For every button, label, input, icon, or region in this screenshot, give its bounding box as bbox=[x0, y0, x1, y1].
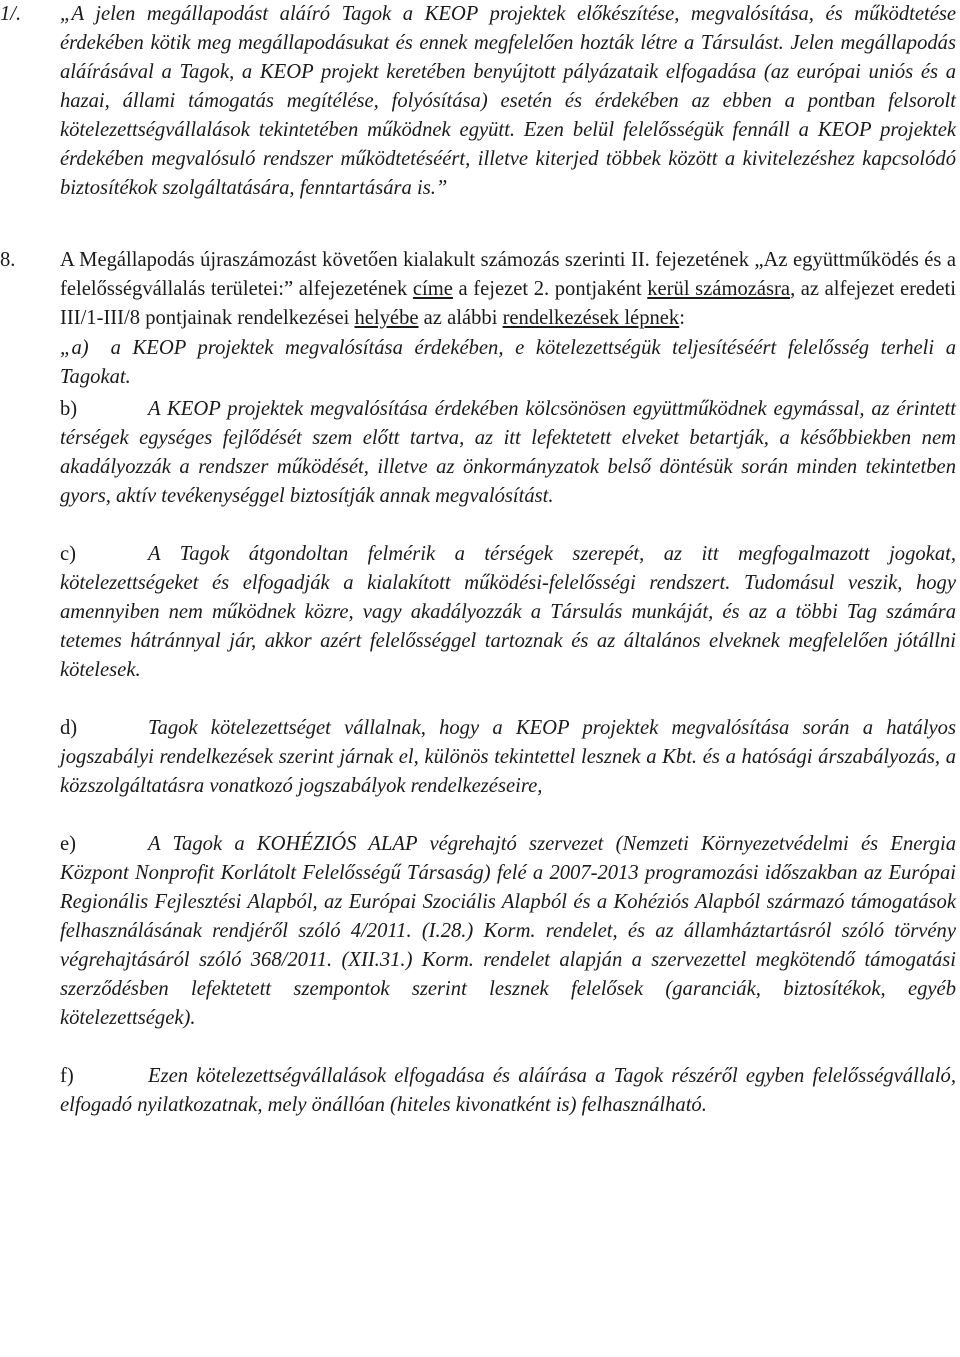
section-8-paragraph bbox=[0, 246, 956, 333]
list-item-e-label: e) bbox=[60, 833, 76, 855]
section-1-text: „A jelen megállapodást aláíró Tagok a KEOP projektek előkészítése, megvalósítása, és működtetése érdekében kötik meg megállapodásukat és ennek megfelelően hozták létre a Társulást. Jelen megállapodás aláírásával a Tagok, a KEOP projekt keretében benyújtott pályázataik elfogadása (az európai uniós és a hazai, állami támogatás megítélése, folyósítása) esetén és érdekében az ebben a pontban felsorolt kötelezettségvállalások tekintetében működnek együtt. Ezen belül felelősségük fennáll a KEOP projektek érdekében megvalósuló rendszer működtetéséért, illetve kiterjed többek között a kivitelezéshez kapcsolódó biztosítékok szolgáltatására, fenntartására is.” bbox=[60, 3, 956, 199]
list-item-b bbox=[60, 395, 956, 511]
list-item-e bbox=[60, 830, 956, 1033]
list-item-c bbox=[60, 540, 956, 685]
list-item-c-text: A Tagok átgondoltan felmérik a térségek szerepét, az itt megfogalmazott jogokat, kötelezettségeket és elfogadják a kialakított működési-felelősségi rendszert. Tudomásul veszik, hogy amennyiben nem működnek közre, vagy akadályozzák a Társulás munkáját, és az a többi Tag számára tetemes hátránnyal jár, akkor azért felelősséggel tartoznak és az általános elveknek megfelelően jótállni kötelesek. bbox=[60, 543, 956, 681]
list-item-c-label: c) bbox=[60, 543, 76, 565]
list-item-d-text: Tagok kötelezettséget vállalnak, hogy a KEOP projektek megvalósítása során a hatályos jogszabályi rendelkezések szerint járnak el, különös tekintettel lesznek a Kbt. és a hatósági árszabályozás, a közszolgáltatásra vonatkozó jogszabályok rendelkezéseire, bbox=[60, 717, 956, 797]
list-item-d-label: d) bbox=[60, 717, 78, 739]
section-8-text-1: A Megállapodás újraszámozást követően kialakult számozás szerinti II. fejezetének „Az együttműködés és a felelősségvállalás területei:” alfejezetének bbox=[60, 249, 956, 300]
section-8-underlined-4: rendelkezések lépnek bbox=[502, 307, 680, 329]
section-8-number: 8. bbox=[0, 249, 16, 271]
section-8-text-4: az alábbi bbox=[418, 307, 503, 329]
section-1-paragraph bbox=[0, 0, 956, 203]
list-item-a bbox=[60, 334, 956, 392]
section-8-text-2: a fejezet 2. pontjaként bbox=[452, 278, 648, 300]
section-1-number: 1/. bbox=[0, 3, 22, 25]
list-item-a-text: a KEOP projektek megvalósítása érdekében, e kötelezettségük teljesítéséért felelősség terheli a Tagokat. bbox=[60, 337, 956, 388]
list-item-f-label: f) bbox=[60, 1065, 74, 1087]
section-8-underlined-2: kerül számozásra bbox=[647, 278, 791, 300]
section-8-underlined-3: helyébe bbox=[354, 307, 419, 329]
list-item-f-text: Ezen kötelezettségvállalások elfogadása és aláírása a Tagok részéről egyben felelősségvállaló, elfogadó nyilatkozatnak, mely önállóan (hiteles kivonatként is) felhasználható. bbox=[60, 1065, 956, 1116]
list-item-e-text: A Tagok a KOHÉZIÓS ALAP végrehajtó szervezet (Nemzeti Környezetvédelmi és Energia Központ Nonprofit Korlátolt Felelősségű Társaság) felé a 2007-2013 programozási időszakban az Európai Regionális Fejlesztési Alapból, az Európai Szociális Alapból és a Kohéziós Alapból származó támogatások felhasználásának rendjéről szóló 4/2011. (I.28.) Korm. rendelet, és az államháztartásról szóló törvény végrehajtásáról szóló 368/2011. (XII.31.) Korm. rendelet alapján a szervezettel megkötendő támogatási szerződésben lefektetett szempontok szerint lesznek felelősek (garanciák, biztosítékok, egyéb kötelezettségek). bbox=[60, 833, 956, 1029]
section-8-text-5: : bbox=[679, 307, 685, 329]
list-item-b-text: A KEOP projektek megvalósítása érdekében kölcsönösen együttműködnek egymással, az érintett térségek egységes fejlődését szem előtt tartva, az itt lefektetett elveket betartják, a későbbiekben nem akadályozzák a rendszer működését, illetve az önkormányzatok belső döntésük során minden tekintetben gyors, aktív tevékenységgel biztosítják annak megvalósítást. bbox=[60, 398, 956, 507]
list-item-f bbox=[60, 1062, 956, 1120]
list-item-a-label: „a) bbox=[60, 337, 89, 359]
list-item-b-label: b) bbox=[60, 398, 78, 420]
section-8-underlined-1: címe bbox=[412, 278, 453, 300]
list-item-d bbox=[60, 714, 956, 801]
section-8-text-3: , az alfejezet eredeti III/1-III/8 pontjainak rendelkezései bbox=[60, 278, 956, 329]
